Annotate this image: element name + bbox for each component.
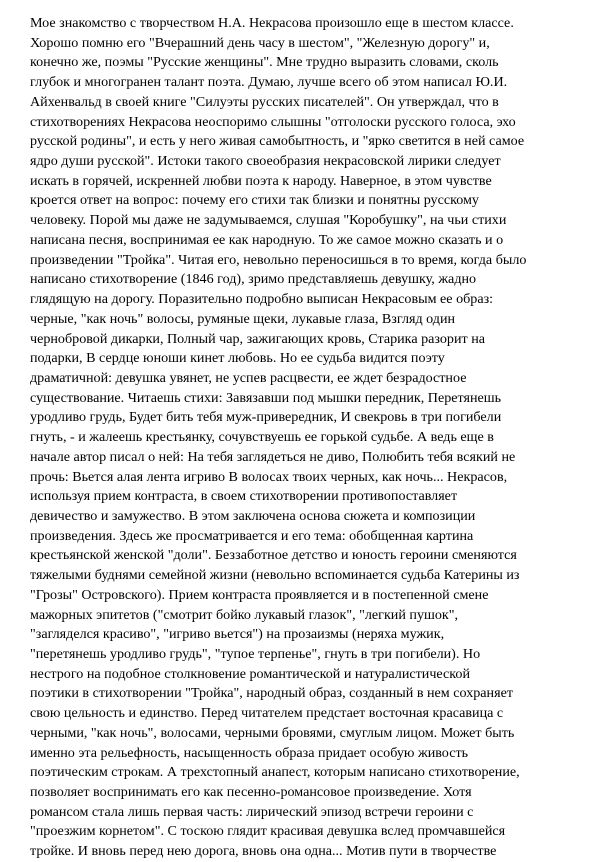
text-line: ядро души русской". Истоки такого своеобразия некрасовской лирики следует	[30, 153, 501, 170]
text-line: чернобровой дикарки, Полный чар, зажигающих кровь, Старика разорит на	[30, 330, 485, 347]
text-line: используя прием контраста, в своем стихотворении противопоставляет	[30, 488, 458, 505]
text-line: человеку. Порой мы даже не задумываемся, слушая "Коробушку", на чьи стихи	[30, 212, 507, 229]
text-line: крестьянской женской "доли". Беззаботное детство и юность героини сменяются	[30, 547, 517, 564]
text-line: позволяет воспринимать его как песенно-романсовое произведение. Хотя	[30, 784, 472, 801]
text-line: "Грозы" Островского). Прием контраста проявляется и в постепенной смене	[30, 586, 489, 603]
text-line: русской родины", и есть у него живая самобытность, и "ярко светится в ней самое	[30, 133, 525, 150]
text-line: стихотворениях Некрасова неоспоримо слышны "отголоски русского голоса, эхо	[30, 113, 516, 130]
text-line: существование. Читаешь стихи: Завязавши под мышки передник, Перетянешь	[30, 389, 502, 406]
text-line: тяжелыми буднями семейной жизни (невольно вспоминается судьба Катерины из	[30, 567, 520, 584]
text-line: "перетянешь уродливо грудь", "тупое терпенье", гнуть в три погибели). Но	[30, 646, 481, 662]
text-line: поэтическим строкам. А трехстопный анапест, которым написано стихотворение,	[30, 764, 520, 781]
text-line: "проезжим корнетом". С тоскою глядит красивая девушка вслед промчавшейся	[30, 823, 506, 840]
text-line: девичество и замужество. В этом заключена основа сюжета и композиции	[30, 507, 476, 524]
text-line: Мое знакомство с творчеством Н.А. Некрасова произошло еще в шестом классе.	[30, 15, 514, 31]
text-line: конечно же, поэмы "Русские женщины". Мне трудно выразить словами, сколь	[30, 54, 499, 71]
text-line: написана песня, воспринимая ее как народную. То же самое можно сказать и о	[30, 231, 504, 248]
text-line: написано стихотворение (1846 год), зримо представляешь девушку, жадно	[30, 271, 477, 288]
text-line: уродливо грудь, Будет бить тебя муж-привередник, И свекровь в три погибели	[30, 409, 502, 426]
text-line: произведения. Здесь же просматривается и его тема: обобщенная картина	[30, 527, 474, 544]
text-line: Айхенвальд в своей книге "Силуэты русских писателей". Он утверждал, что в	[30, 93, 499, 110]
text-line: глядящую на дорогу. Поразительно подробно выписан Некрасовым ее образ:	[30, 291, 494, 308]
text-line: нестрого на подобное столкновение романтической и натуралистической	[30, 665, 471, 682]
text-line: подарки, В сердце юноши кинет любовь. Но ее судьба видится поэту	[30, 350, 445, 367]
text-line: глубок и многогранен талант поэта. Думаю, лучше всего об этом написал Ю.И.	[30, 74, 508, 91]
text-line: драматичной: девушка увянет, не успев расцвести, ее ждет безрадостное	[30, 369, 467, 386]
text-line: именно эта рельефность, насыщенность образа придает особую живость	[30, 744, 469, 761]
text-line: искать в горячей, искренней любви поэта к народу. Наверное, в этом чувстве	[30, 172, 492, 189]
text-line: черные, "как ночь" волосы, румяные щеки, лукавые глаза, Взгляд один	[30, 310, 456, 327]
text-line: мажорных эпитетов ("смотрит бойко лукавый глазок", "легкий пушок",	[30, 606, 459, 623]
text-line: Хорошо помню его "Вчерашний день часу в шестом", "Железную дорогу" и,	[30, 34, 490, 51]
text-line: гнуть, - и жалеешь крестьянку, сочувствуешь ее горькой судьбе. А ведь еще в	[30, 429, 494, 446]
text-line: тройке. И вновь перед нею дорога, вновь она одна... Мотив пути в творчестве	[30, 843, 497, 860]
text-line: произведении "Тройка". Читая его, невольно переносишься в то время, когда было	[30, 251, 527, 268]
text-line: свою цельность и единство. Перед читателем предстает восточная красавица с	[30, 705, 504, 722]
text-line: кроется ответ на вопрос: почему его стихи так близки и понятны русскому	[30, 192, 479, 209]
text-line: прочь: Вьется алая лента игриво В волосах твоих черных, как ночь... Некрасов,	[30, 468, 508, 485]
essay-text	[30, 14, 570, 862]
text-line: поэтики в стихотворении "Тройка", народный образ, созданный в нем сохраняет	[30, 685, 513, 702]
text-line: начале автор писал о ней: На тебя заглядеться не диво, Полюбить тебя всякий не	[30, 448, 516, 465]
text-line: черными, "как ночь", волосами, черными бровями, смуглым лицом. Может быть	[30, 724, 515, 741]
text-line: "загляделся красиво", "игриво вьется") на прозаизмы (неряха мужик,	[30, 626, 445, 643]
text-line: романсом стала лишь первая часть: лирический эпизод встречи героини с	[30, 803, 474, 820]
